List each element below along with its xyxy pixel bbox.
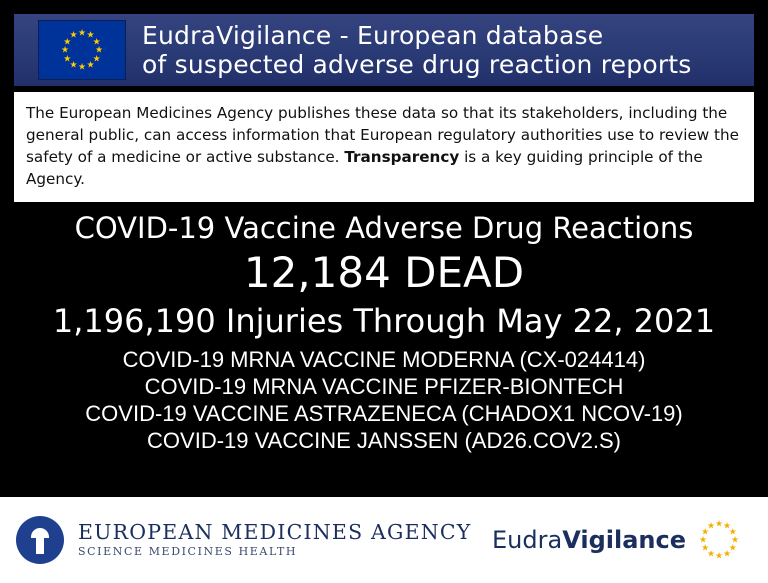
star-icon: ★ xyxy=(77,27,87,38)
star-icon: ★ xyxy=(701,542,710,553)
star-icon: ★ xyxy=(69,59,78,70)
list-item: COVID-19 VACCINE JANSSEN (AD26.COV2.S) xyxy=(147,428,621,453)
main-content xyxy=(0,202,768,493)
death-count: 12,184 DEAD xyxy=(243,248,525,297)
list-item: COVID-19 MRNA VACCINE MODERNA (CX-024414) xyxy=(122,347,646,372)
star-icon: ★ xyxy=(77,61,87,72)
statement-part1: The European Medicines Agency publishes these data so that its stakeholders, including the general public, can access information that European regulatory authorities use to review the safety of a medicine or active substance. xyxy=(26,104,739,166)
header-title-line2: of suspected adverse drug reaction reports xyxy=(142,50,692,79)
star-icon: ★ xyxy=(60,44,70,55)
star-icon: ★ xyxy=(94,44,104,55)
star-icon: ★ xyxy=(701,526,710,537)
ema-tagline: SCIENCE MEDICINES HEALTH xyxy=(78,545,298,558)
list-item: COVID-19 MRNA VACCINE PFIZER-BIONTECH xyxy=(144,374,624,399)
star-icon: ★ xyxy=(728,542,737,553)
star-icon: ★ xyxy=(92,36,101,46)
star-icon: ★ xyxy=(86,59,95,70)
star-icon: ★ xyxy=(69,29,78,40)
star-icon: ★ xyxy=(86,29,95,40)
ema-logo-icon xyxy=(16,516,64,564)
eudravigilance-name-part1: Eudra xyxy=(492,526,563,554)
star-icon: ★ xyxy=(730,534,740,545)
agency-statement xyxy=(14,92,754,202)
vaccine-list xyxy=(6,346,762,454)
eudravigilance-name xyxy=(492,526,686,554)
star-icon: ★ xyxy=(722,520,732,531)
list-item: COVID-19 VACCINE ASTRAZENECA (CHADOX1 NCOV-19) xyxy=(85,401,683,426)
ema-branding xyxy=(16,516,472,564)
star-icon: ★ xyxy=(698,534,708,545)
page-title: COVID-19 Vaccine Adverse Drug Reactions xyxy=(74,211,694,245)
star-icon: ★ xyxy=(92,53,101,63)
eudravigilance-name-part2: Vigilance xyxy=(562,526,686,554)
ema-name: EUROPEAN MEDICINES AGENCY xyxy=(78,520,472,544)
header-band xyxy=(14,14,754,86)
eudravigilance-branding xyxy=(492,517,742,563)
star-icon: ★ xyxy=(722,548,732,559)
statement-part2: is a key guiding principle of the Agency. xyxy=(26,148,703,188)
eu-stars-icon xyxy=(696,517,742,563)
star-icon: ★ xyxy=(714,518,724,529)
star-icon: ★ xyxy=(706,548,716,559)
footer-bar xyxy=(0,497,768,583)
star-icon: ★ xyxy=(714,550,724,561)
star-icon: ★ xyxy=(728,526,737,537)
european-union-flag-icon xyxy=(38,20,126,80)
star-icon: ★ xyxy=(63,36,72,46)
star-icon: ★ xyxy=(63,53,72,63)
header-title xyxy=(142,21,692,79)
injury-count: 1,196,190 Injuries Through May 22, 2021 xyxy=(52,302,716,340)
header-title-line1: EudraVigilance - European database xyxy=(142,21,604,50)
ema-text xyxy=(78,520,472,560)
statement-emphasis: Transparency xyxy=(344,148,460,166)
star-icon: ★ xyxy=(706,520,716,531)
